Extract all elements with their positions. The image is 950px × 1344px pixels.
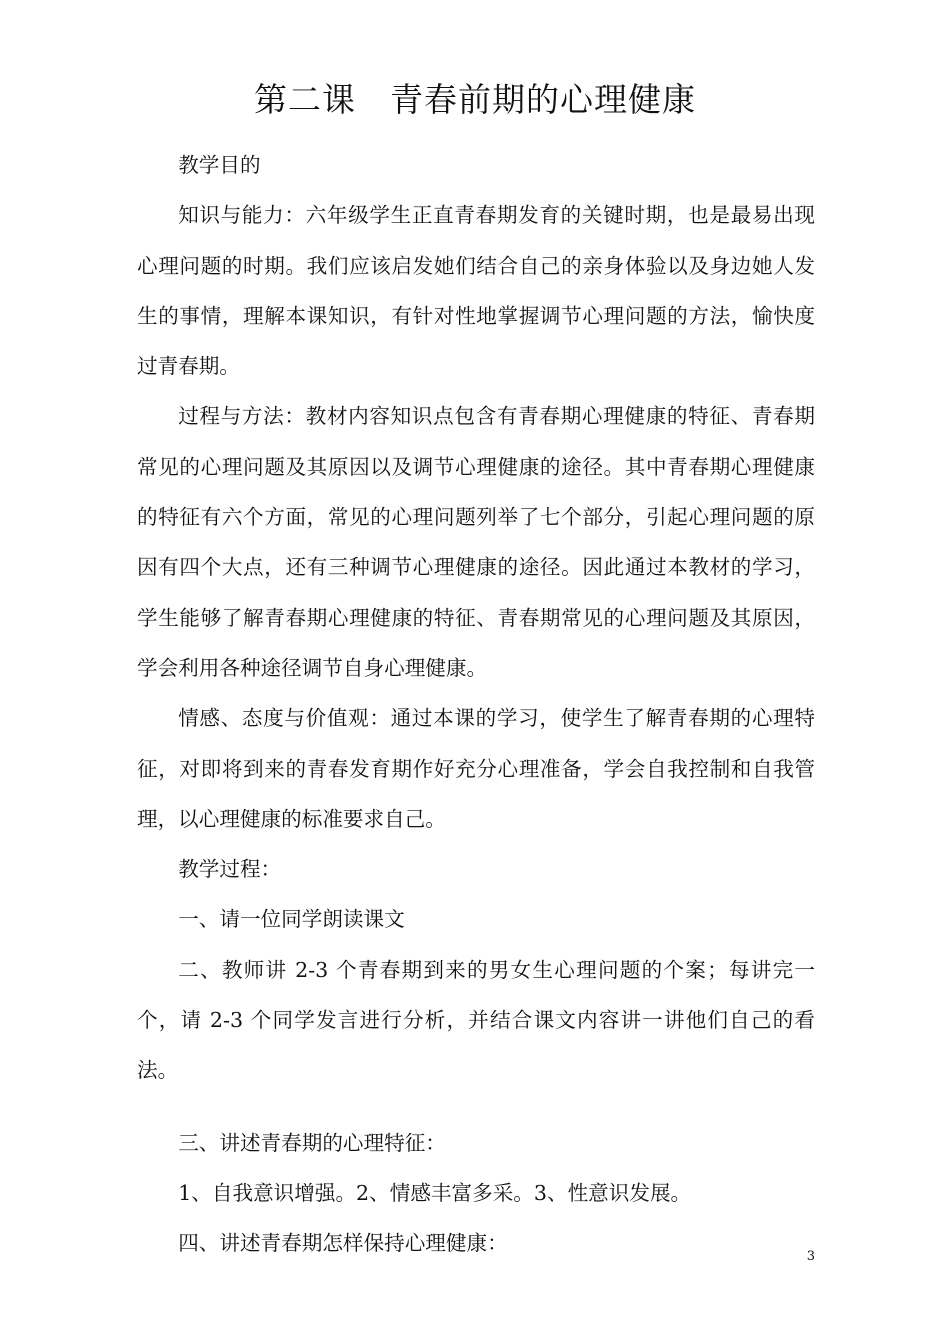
step-one: 一、请一位同学朗读课文 [178,907,405,932]
lesson-title: 第二课 青春前期的心理健康 [254,80,696,119]
section-heading-teaching-process: 教学过程： [178,857,282,882]
paragraph-knowledge-ability: 知识与能力：六年级学生正直青春期发育的关键时期，也是最易出现心理问题的时期。我们应该启发她们结合自己的亲身体验以及身边她人发生的事情，理解本课知识，有针对性地掌握调节心理问题的方法，愉快度过青春期。 [137,203,815,379]
paragraph-process-method: 过程与方法：教材内容知识点包含有青春期心理健康的特征、青春期常见的心理问题及其原因以及调节心理健康的途径。其中青春期心理健康的特征有六个方面，常见的心理问题列举了七个部分，引起心理问题的原因有四个大点，还有三种调节心理健康的途径。因此通过本教材的学习，学生能够了解青春期心理健康的特征、青春期常见的心理问题及其原因，学会利用各种途径调节自身心理健康。 [137,404,815,680]
page-number: 3 [806,1249,815,1264]
section-heading-teaching-goals: 教学目的 [178,153,261,177]
paragraph-emotion-attitude: 情感、态度与价值观：通过本课的学习，使学生了解青春期的心理特征，对即将到来的青春发育期作好充分心理准备，学会自我控制和自我管理，以心理健康的标准要求自己。 [137,706,815,831]
document-body [137,140,815,1269]
step-two: 二、教师讲 2-3 个青春期到来的男女生心理问题的个案；每讲完一个，请 2-3 个同学发言进行分析，并结合课文内容讲一讲他们自己的看法。 [137,957,815,1083]
step-four: 四、讲述青春期怎样保持心理健康： [178,1231,508,1256]
step-three: 三、讲述青春期的心理特征： [178,1130,446,1155]
psychological-traits-list: 1、自我意识增强。2、情感丰富多采。3、性意识发展。 [178,1180,692,1205]
